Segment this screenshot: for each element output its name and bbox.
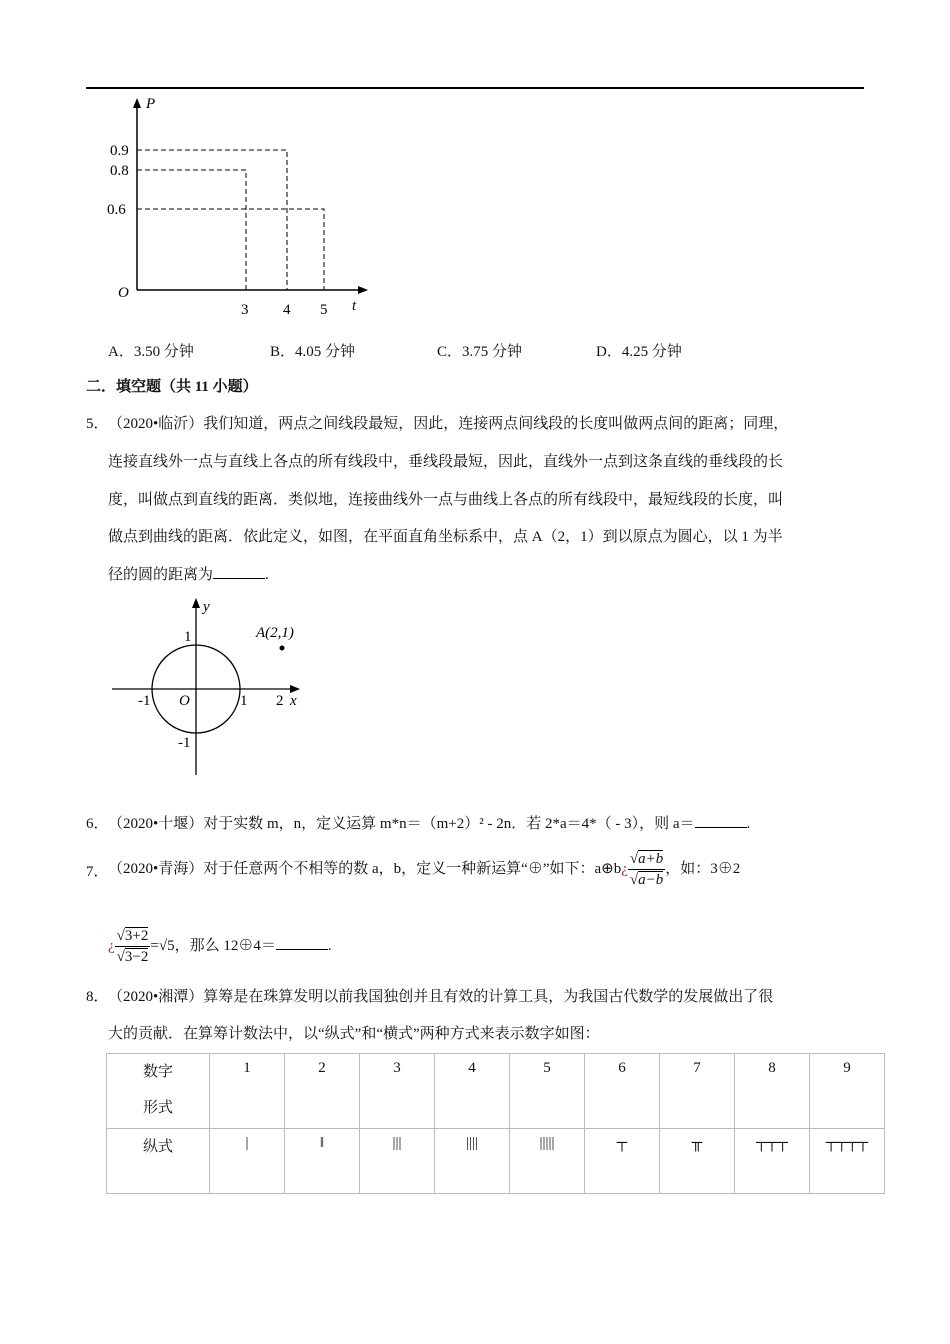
row-label: 纵式 [107, 1129, 210, 1194]
option-b: B．4.05 分钟 [270, 344, 356, 360]
origin-label: O [118, 285, 129, 301]
question-number: 6． [86, 816, 109, 832]
x-tick: 3 [241, 302, 249, 318]
option-a: A．3.50 分钟 [108, 344, 194, 360]
tick-label: 2 [276, 693, 284, 709]
rod-numeral: ┬ [585, 1129, 660, 1194]
q8-line: 大的贡献．在算筹计数法中，以“纵式”和“横式”两种方式来表示数字如图： [108, 1026, 600, 1042]
counting-rods-table [106, 1053, 885, 1194]
probability-graph [100, 90, 380, 320]
q5-line: 度，叫做点到直线的距离．类似地，连接曲线外一点与曲线上各点的所有线段中，最短线段的长度，叫 [108, 492, 784, 508]
q5-line: 连接直线外一点与直线上各点的所有线段中，垂线段最短，因此，直线外一点到这条直线的垂线段的长 [108, 454, 784, 470]
rod-numeral: ||| [360, 1129, 435, 1194]
answer-blank [213, 566, 265, 579]
rod-numeral: ┬┬┬ [735, 1129, 810, 1194]
x-tick: 4 [283, 302, 291, 318]
answer-blank [695, 815, 747, 828]
digit-cell: 8 [735, 1054, 810, 1129]
y-axis-label: P [146, 96, 156, 112]
rod-numeral: ‖ [285, 1129, 360, 1194]
digit-cell: 9 [810, 1054, 885, 1129]
table-row [107, 1129, 885, 1194]
fraction: $\frac{√3+2}{√3-2}$ [116, 928, 149, 966]
y-tick: 0.8 [110, 163, 129, 179]
rod-numeral: ||||| [510, 1129, 585, 1194]
option-d: D．4.25 分钟 [596, 344, 682, 360]
x-axis-label: x [290, 693, 297, 709]
digit-cell: 3 [360, 1054, 435, 1129]
fraction: $\frac{√a+b}{√a-b}$ [629, 851, 664, 889]
option-c: C．3.75 分钟 [437, 344, 523, 360]
digit-cell: 2 [285, 1054, 360, 1129]
question-number: 8． [86, 989, 109, 1005]
tick-label: -1 [138, 693, 151, 709]
x-axis-label: t [352, 298, 357, 314]
q8-line: （2020•湘潭）算筹是在珠算发明以前我国独创并且有效的计算工具，为我国古代数学的发展做出了很 [108, 989, 774, 1005]
digit-cell: 4 [435, 1054, 510, 1129]
q7-text: （2020•青海）对于任意两个不相等的数 a，b，定义一种新运算“⊕”如下：a⊕b¿ $\frac{√a+b}{√a-b}$ ，如：3⊕2 [108, 851, 741, 889]
q5-line: 径的圆的距离为 . [108, 567, 269, 583]
circle-figure [100, 595, 320, 780]
rod-numeral: ┬┬┬┬ [810, 1129, 885, 1194]
point-label: A(2,1) [256, 625, 294, 641]
answer-blank [276, 937, 328, 950]
q5-line: 做点到曲线的距离．依此定义，如图，在平面直角坐标系中，点 A（2，1）到以原点为圆心，以 1 为半 [108, 529, 783, 545]
digit-cell: 5 [510, 1054, 585, 1129]
x-tick: 5 [320, 302, 328, 318]
digit-cell: 7 [660, 1054, 735, 1129]
header-cell: 数字 形式 [107, 1054, 210, 1129]
q7-example: ¿ $\frac{√3+2}{√3-2}$ =√5，那么 12⊕4＝ . [108, 928, 332, 966]
section-title: 二．填空题（共 11 小题） [86, 379, 258, 395]
question-number: 7． [86, 864, 109, 880]
rod-numeral: ╥ [660, 1129, 735, 1194]
y-tick: 0.9 [110, 143, 129, 159]
tick-label: -1 [178, 735, 191, 751]
y-tick: 0.6 [107, 202, 126, 218]
tick-label: 1 [240, 693, 248, 709]
tick-label: 1 [184, 629, 192, 645]
rod-numeral: | [210, 1129, 285, 1194]
question-number: 5． [86, 416, 109, 432]
digit-cell: 6 [585, 1054, 660, 1129]
rod-numeral: |||| [435, 1129, 510, 1194]
digit-cell: 1 [210, 1054, 285, 1129]
q5-line: （2020•临沂）我们知道，两点之间线段最短，因此，连接两点间线段的长度叫做两点间的距离；同理， [108, 416, 789, 432]
q6-text: （2020•十堰）对于实数 m，n，定义运算 m*n＝（m+2）² - 2n．若 2*a＝4*（ - 3），则 a＝ . [108, 816, 751, 832]
header-rule [86, 87, 864, 89]
y-axis-label: y [203, 599, 210, 615]
origin-label: O [179, 693, 190, 709]
table-row [107, 1054, 885, 1129]
